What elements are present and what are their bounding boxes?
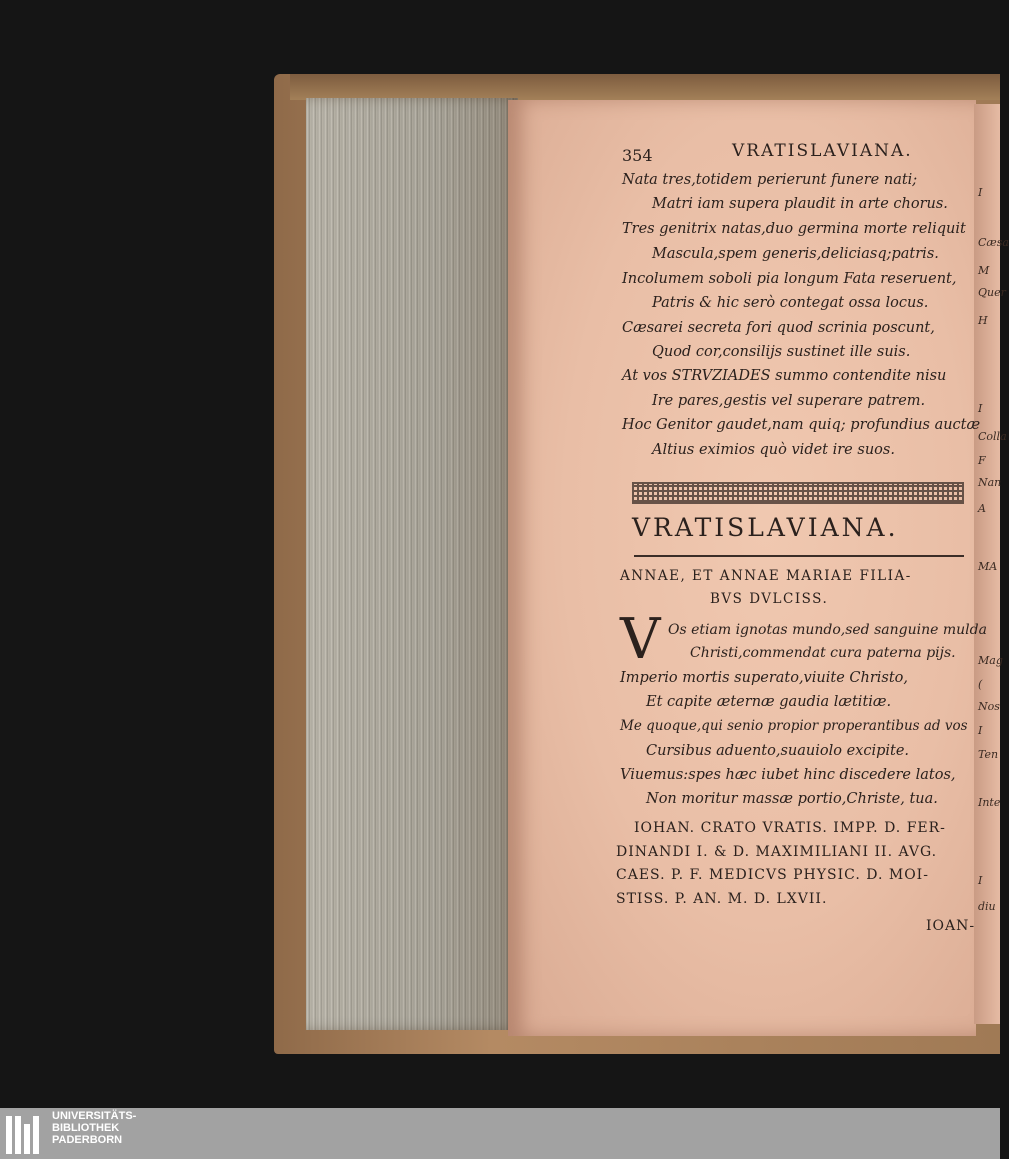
verse-line: Patris & hic serò contegat ossa locus. (652, 295, 929, 311)
facing-fragment: Quer (978, 286, 1006, 299)
verse-line: Quod cor,consilijs sustinet ille suis. (652, 344, 911, 360)
library-name-line: BIBLIOTHEK (52, 1122, 120, 1134)
facing-fragment: I (978, 186, 983, 199)
facing-fragment: Mag (978, 654, 1003, 667)
dedication-line: ANNAE, ET ANNAE MARIAE FILIA- (620, 568, 912, 584)
facing-fragment: ( (978, 678, 983, 691)
verse-line: Tres genitrix natas,duo germina morte reliquit (622, 221, 966, 237)
library-name-line: UNIVERSITÄTS- (52, 1110, 137, 1122)
facing-fragment: Cæsa (978, 236, 1009, 249)
verse-line: Hoc Genitor gaudet,nam quiq; profundius auctæ (622, 417, 981, 433)
library-logo-icon (6, 1114, 46, 1154)
section-title: VRATISLAVIANA. (632, 513, 899, 542)
verse-line: Christi,commendat cura paterna pijs. (690, 645, 956, 661)
verse-line: Cæsarei secreta fori quod scrinia poscunt, (622, 320, 935, 336)
facing-fragment: I (978, 724, 983, 737)
library-footer (0, 1108, 1000, 1159)
facing-fragment: Nos (978, 700, 1000, 713)
facing-fragment: A (978, 502, 986, 515)
verse-line: Matri iam supera plaudit in arte chorus. (652, 196, 948, 212)
facing-fragment: I (978, 402, 983, 415)
signature-line: DINANDI I. & D. MAXIMILIANI II. AVG. (616, 844, 938, 860)
verse-line: Mascula,spem generis,deliciasq;patris. (652, 246, 939, 262)
facing-fragment: diu (978, 900, 996, 913)
facing-fragment: Nan (978, 476, 1002, 489)
signature-line: CAES. P. F. MEDICVS PHYSIC. D. MOI- (616, 867, 929, 883)
facing-fragment: M (978, 264, 990, 277)
ornamental-border (632, 482, 964, 504)
page-number: 354 (622, 146, 653, 165)
verse-line: Imperio mortis superato,viuite Christo, (620, 670, 908, 686)
verse-line: Ire pares,gestis vel superare patrem. (652, 393, 926, 409)
verse-line: Nata tres,totidem perierunt funere nati; (622, 172, 918, 188)
drop-cap: V (620, 607, 661, 672)
page-block-edges (306, 98, 518, 1030)
facing-fragment: H (978, 314, 988, 327)
title-rule (634, 555, 964, 557)
verse-line: Os etiam ignotas mundo,sed sanguine mulda (668, 622, 987, 638)
verse-line: Incolumem soboli pia longum Fata reseruent, (622, 271, 957, 287)
dedication-line: BVS DVLCISS. (710, 591, 829, 607)
verse-line: At vos STRVZIADES summo contendite nisu (622, 368, 947, 384)
library-name-line: PADERBORN (52, 1134, 123, 1146)
verse-line: Me quoque,qui senio propior properantibus ad vos (620, 718, 968, 734)
facing-fragment: Ten (978, 748, 999, 761)
facing-fragment: MA (978, 560, 998, 573)
facing-fragment: Inte (978, 796, 1001, 809)
catchword: IOAN- (926, 918, 976, 934)
facing-fragment: Colla (978, 430, 1007, 443)
facing-fragment: I (978, 874, 983, 887)
verse-line: Cursibus aduento,suauiolo excipite. (646, 743, 910, 759)
verse-line: Et capite æternæ gaudia lætitiæ. (646, 694, 892, 710)
verse-line: Viuemus:spes hæc iubet hinc discedere latos, (620, 767, 956, 783)
facing-fragment: F (978, 454, 986, 467)
signature-line: STISS. P. AN. M. D. LXVII. (616, 891, 828, 907)
signature-line: IOHAN. CRATO VRATIS. IMPP. D. FER- (634, 820, 946, 836)
book-cover-top-edge (290, 74, 1000, 100)
verse-line: Altius eximios quò videt ire suos. (652, 442, 895, 458)
facing-page-edge (974, 104, 1009, 1024)
verse-line: Non moritur massæ portio,Christe, tua. (646, 791, 938, 807)
running-header: VRATISLAVIANA. (732, 141, 913, 161)
library-name (52, 1110, 136, 1146)
